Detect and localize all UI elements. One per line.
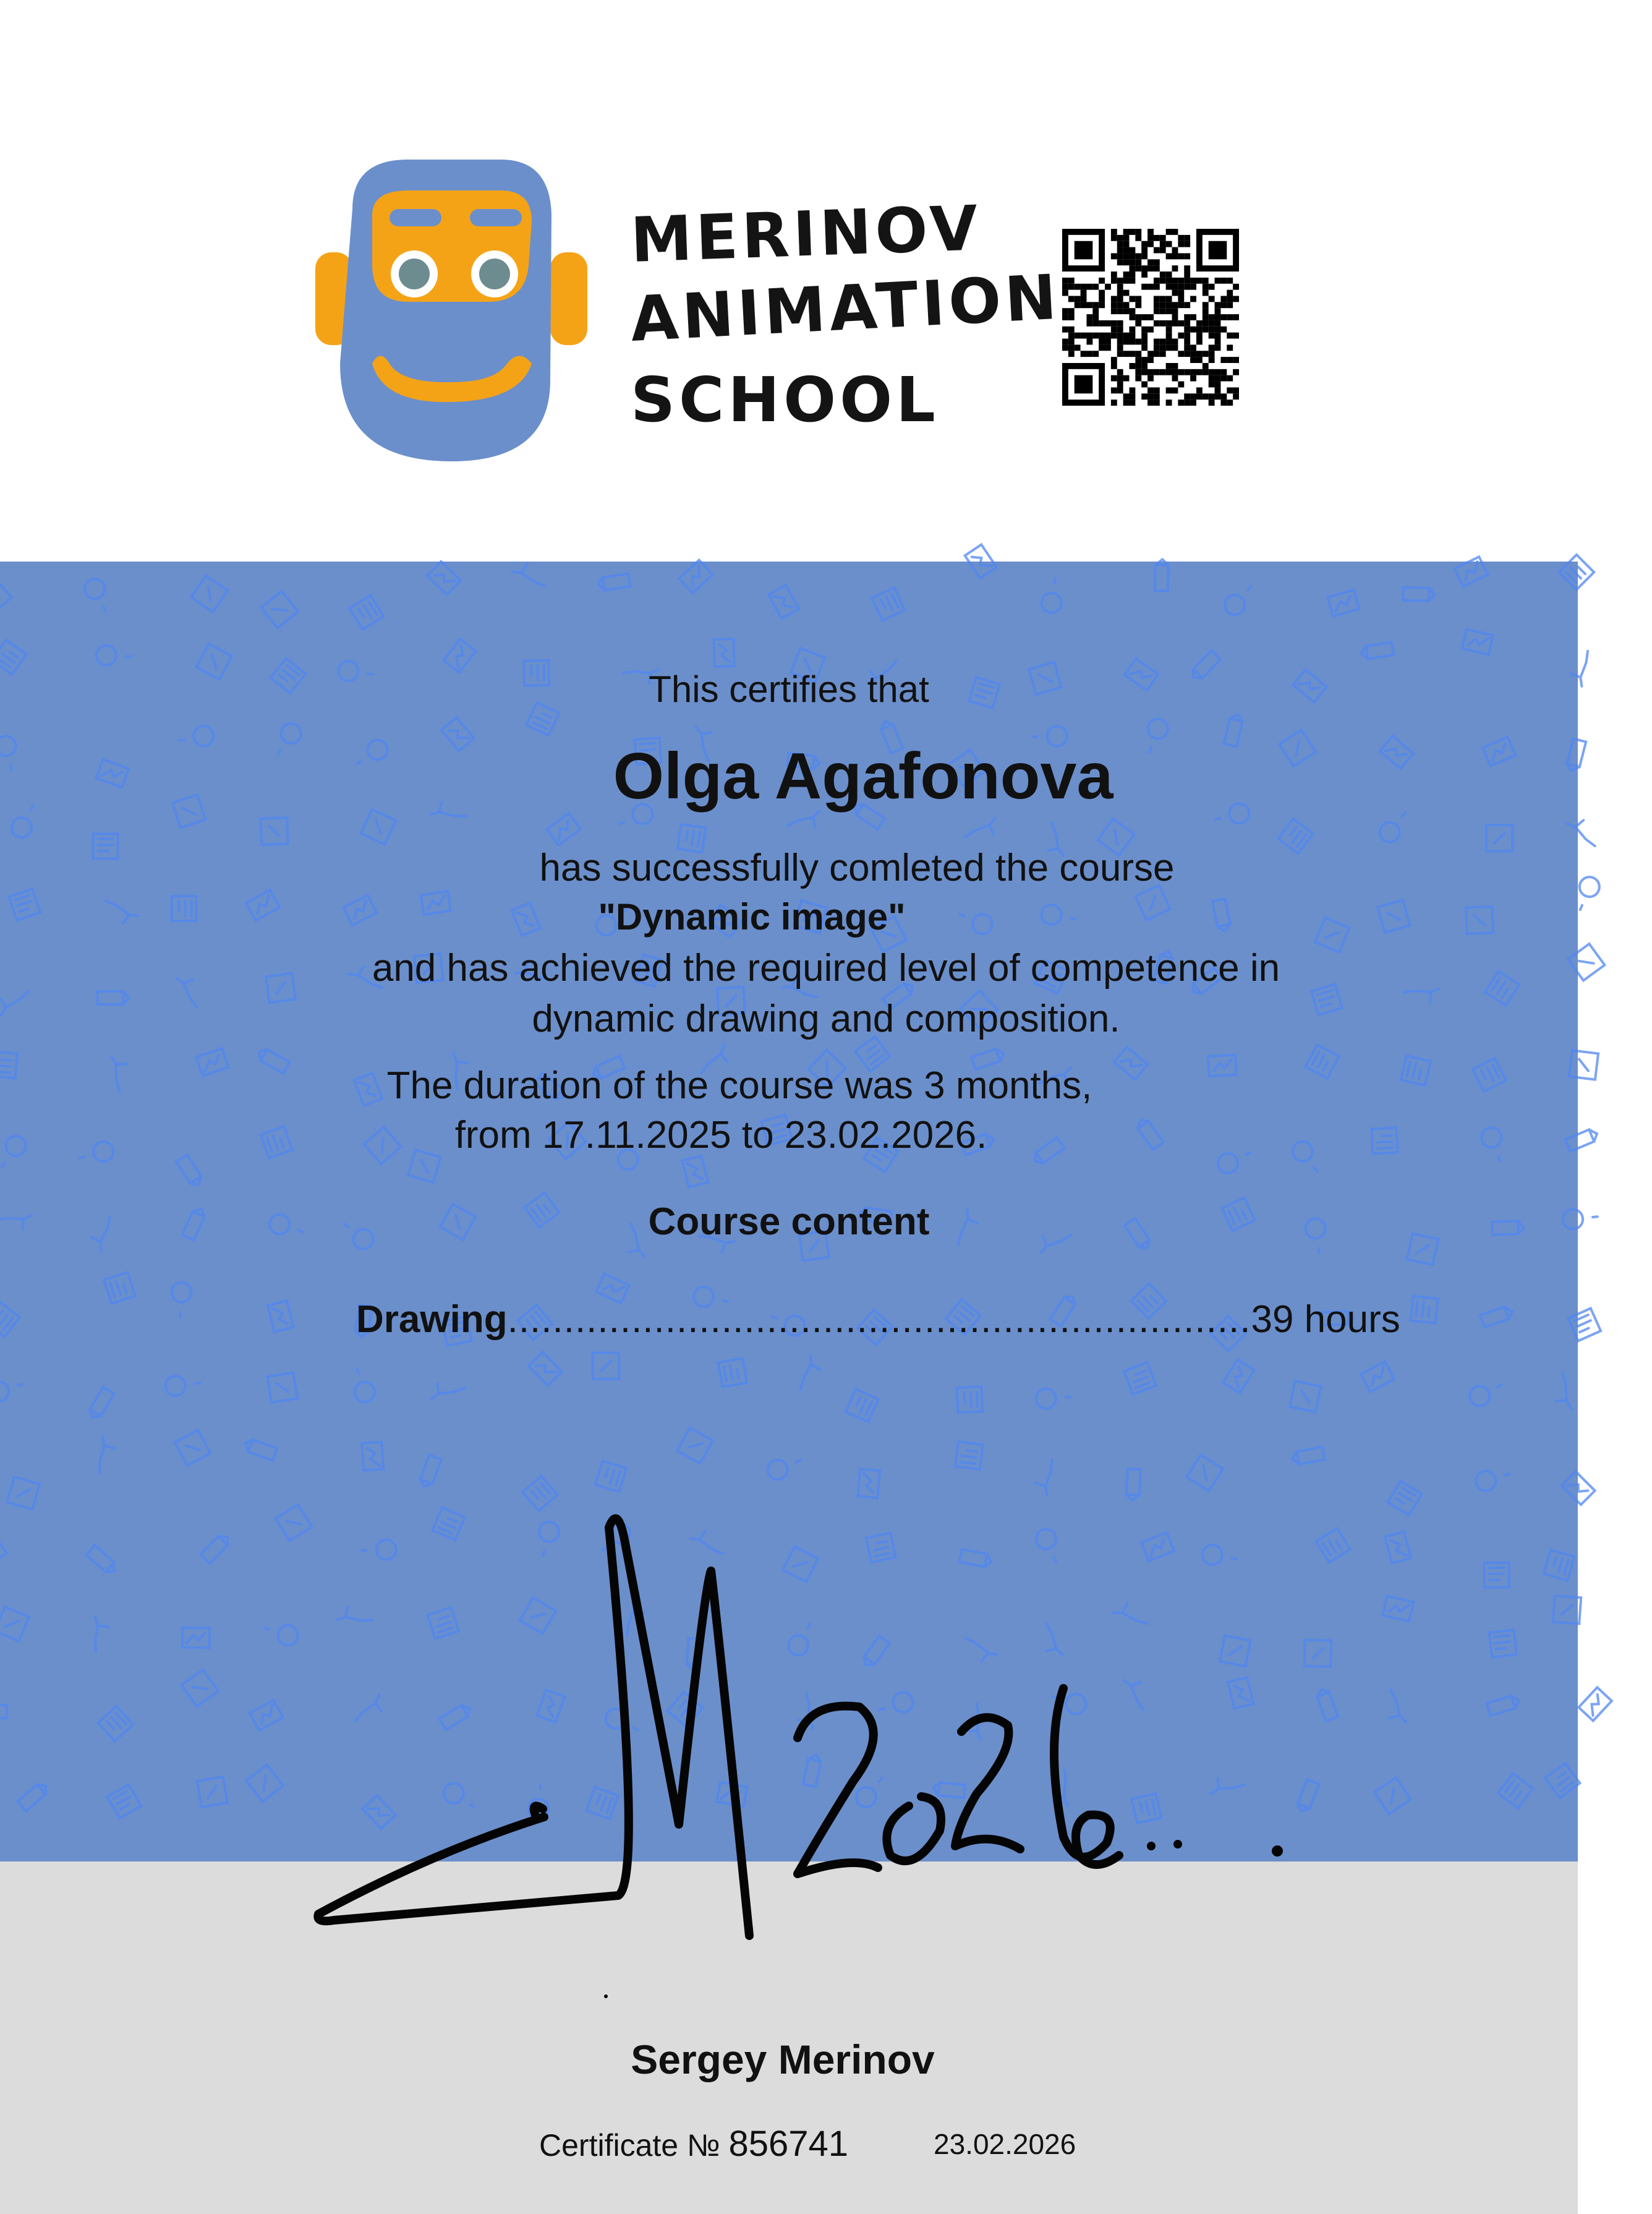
logo-line-2: ANIMATION	[628, 260, 1062, 356]
achievement-line-2: dynamic drawing and composition.	[532, 998, 1120, 1040]
subject-name: Drawing	[356, 1298, 508, 1341]
recipient-name: Olga Agafonova	[613, 740, 1113, 813]
certificate-label: Certificate №	[539, 2128, 720, 2163]
certificate-number-line	[539, 2123, 848, 2165]
duration-line-2: from 17.11.2025 to 23.02.2026.	[454, 1114, 987, 1156]
signer-name: Sergey Merinov	[631, 2037, 935, 2082]
logo-line-1: MERINOV	[629, 192, 983, 276]
certificate-number: 856741	[728, 2124, 849, 2164]
achievement-line-1: and has achieved the required level of competence in	[372, 947, 1280, 989]
course-title: "Dynamic image"	[598, 896, 906, 938]
completed-text: has successfully comleted the course	[539, 847, 1175, 889]
subject-leader-dots: ..................................................................	[507, 1298, 1251, 1341]
certificate-date: 23.02.2026	[934, 2128, 1076, 2160]
course-content-heading: Course content	[648, 1200, 930, 1243]
logo-line-3: SCHOOL	[631, 364, 939, 436]
subject-hours: 39 hours	[1251, 1298, 1400, 1341]
duration-line-1: The duration of the course was 3 months,	[386, 1064, 1092, 1107]
intro-text: This certifies that	[649, 669, 929, 710]
